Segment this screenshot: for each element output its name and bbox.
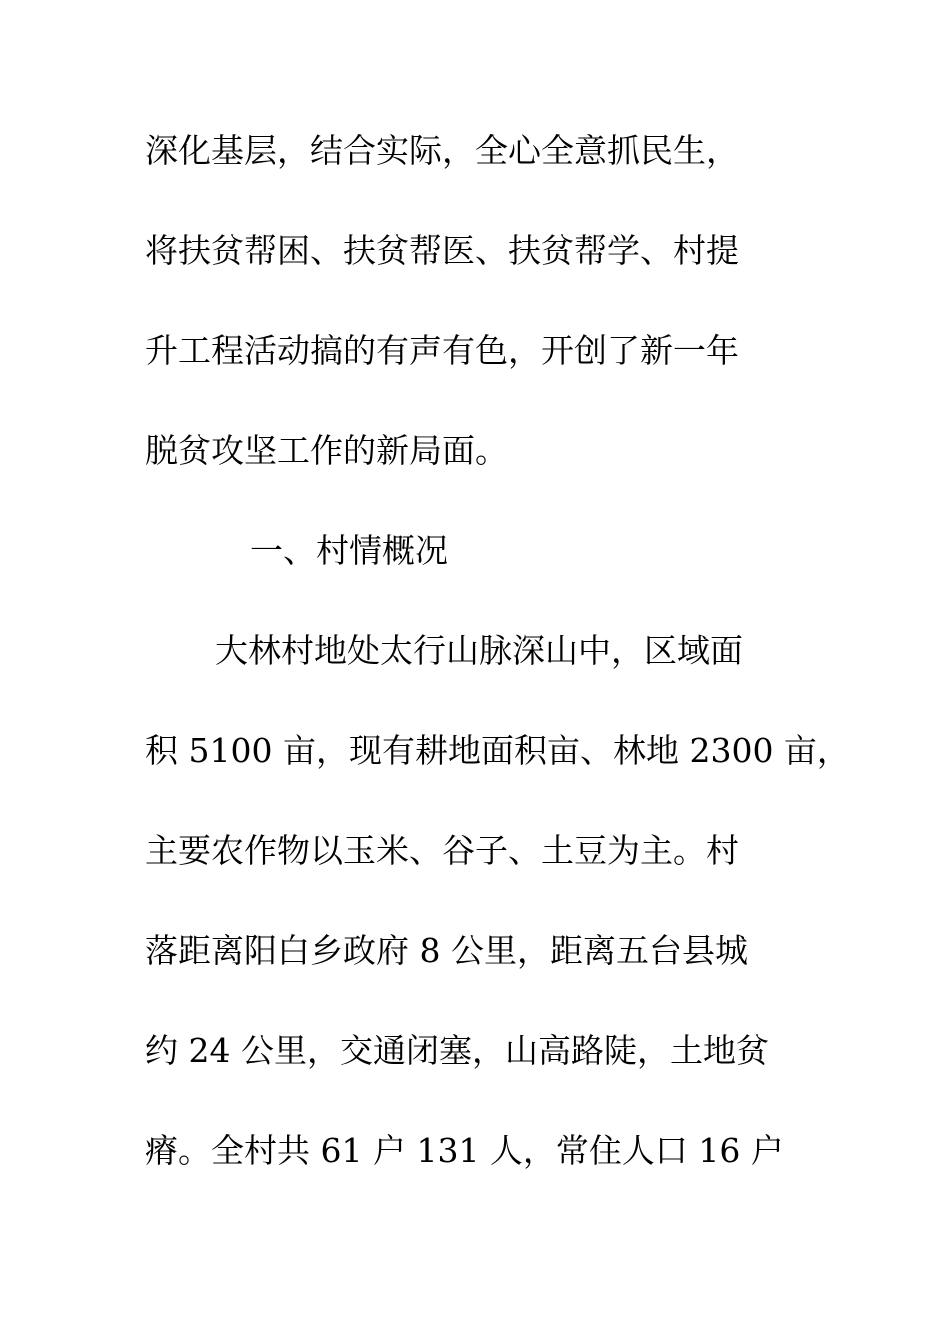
paragraph-line: 约 24 公里，交通闭塞，山高路陡，土地贫	[145, 1031, 769, 1070]
paragraph-line: 升工程活动搞的有声有色，开创了新一年	[145, 331, 739, 370]
paragraph-line: 积 5100 亩，现有耕地面积亩、林地 2300 亩，	[145, 731, 850, 770]
paragraph-line: 落距离阳白乡政府 8 公里，距离五台县城	[145, 931, 748, 970]
section-heading: 一、村情概况	[250, 531, 448, 570]
paragraph-line: 脱贫攻坚工作的新局面。	[145, 431, 508, 470]
paragraph-line: 将扶贫帮困、扶贫帮医、扶贫帮学、村提	[145, 231, 739, 270]
paragraph-line: 大林村地处太行山脉深山中，区域面	[215, 631, 743, 670]
paragraph-line: 瘠。全村共 61 户 131 人，常住人口 16 户	[145, 1131, 784, 1170]
paragraph-line: 主要农作物以玉米、谷子、土豆为主。村	[145, 831, 739, 870]
paragraph-line: 深化基层，结合实际，全心全意抓民生，	[145, 131, 739, 170]
